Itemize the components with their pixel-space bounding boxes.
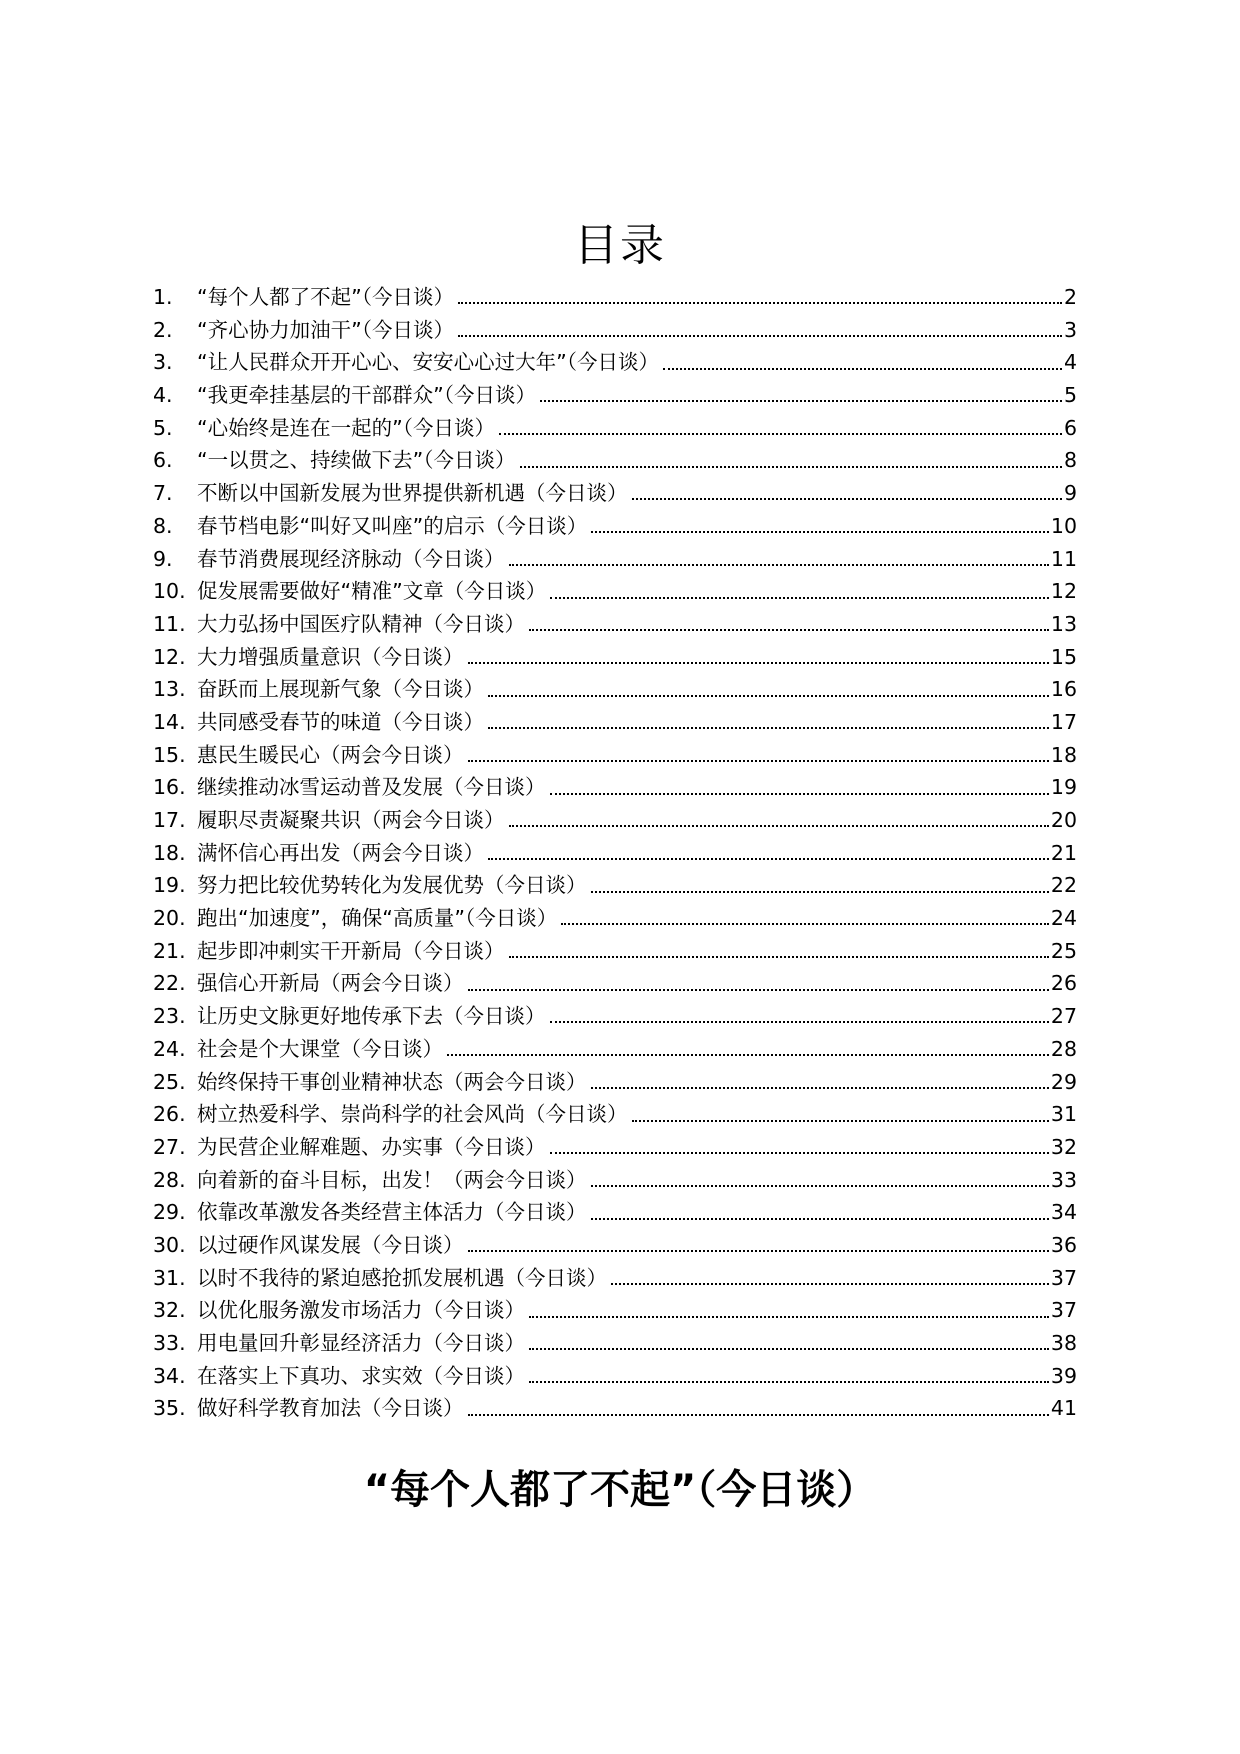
toc-entry-title: 跑出“加速度”，确保“高质量”（今日谈） — [197, 906, 558, 931]
toc-dot-leader — [488, 842, 1049, 864]
toc-entry-page: 5 — [1063, 383, 1077, 408]
toc-entry-number: 23. — [153, 1004, 186, 1029]
toc-dot-leader — [509, 940, 1049, 962]
toc-entry[interactable] — [153, 1164, 1077, 1197]
toc-dot-leader — [591, 875, 1049, 897]
toc-entry-page: 13 — [1050, 611, 1077, 636]
toc-entry[interactable] — [153, 1294, 1077, 1327]
toc-entry-title: 大力弘扬中国医疗队精神（今日谈） — [197, 611, 525, 636]
toc-entry-page: 25 — [1050, 938, 1077, 963]
toc-dot-leader — [529, 1365, 1049, 1387]
toc-entry-page: 21 — [1050, 840, 1077, 865]
toc-entry-page: 27 — [1050, 1004, 1077, 1029]
toc-entry-page: 34 — [1050, 1200, 1077, 1225]
toc-entry[interactable] — [153, 543, 1077, 576]
toc-dot-leader — [488, 679, 1049, 701]
toc-entry-title: “齐心协力加油干”（今日谈） — [197, 317, 454, 342]
toc-entry[interactable] — [153, 935, 1077, 968]
toc-entry-page: 15 — [1050, 644, 1077, 669]
toc-entry-number: 31. — [153, 1265, 186, 1290]
toc-dot-leader — [632, 1104, 1049, 1126]
toc-entry[interactable] — [153, 739, 1077, 772]
toc-entry[interactable] — [153, 1131, 1077, 1164]
toc-entry-number: 35. — [153, 1396, 186, 1421]
toc-entry-title: 以过硬作风谋发展（今日谈） — [197, 1232, 464, 1257]
toc-entry-page: 28 — [1050, 1036, 1077, 1061]
toc-dot-leader — [488, 711, 1049, 733]
toc-entry-title: 大力增强质量意识（今日谈） — [197, 644, 464, 669]
toc-entry-number: 12. — [153, 644, 186, 669]
toc-entry-number: 34. — [153, 1363, 186, 1388]
toc-entry-page: 18 — [1050, 742, 1077, 767]
toc-entry-title: 春节消费展现经济脉动（今日谈） — [197, 546, 505, 571]
toc-entry-title: 满怀信心再出发（两会今日谈） — [197, 840, 484, 865]
toc-dot-leader — [550, 581, 1049, 603]
toc-entry-page: 31 — [1050, 1102, 1077, 1127]
toc-entry-page: 8 — [1063, 448, 1077, 473]
toc-dot-leader — [591, 515, 1049, 537]
toc-entry[interactable] — [153, 1392, 1077, 1425]
toc-entry[interactable] — [153, 346, 1077, 379]
toc-entry-title: 春节档电影“叫好又叫座”的启示（今日谈） — [197, 513, 588, 538]
toc-dot-leader — [529, 1332, 1049, 1354]
toc-entry-number: 10. — [153, 579, 186, 604]
toc-entry-page: 37 — [1050, 1265, 1077, 1290]
toc-dot-leader — [468, 973, 1049, 995]
toc-dot-leader — [458, 319, 1062, 341]
toc-entry[interactable] — [153, 869, 1077, 902]
toc-entry-number: 26. — [153, 1102, 186, 1127]
toc-dot-leader — [591, 1202, 1049, 1224]
toc-entry-number: 18. — [153, 840, 186, 865]
toc-entry-title: 不断以中国新发展为世界提供新机遇（今日谈） — [197, 481, 628, 506]
toc-entry-page: 16 — [1050, 677, 1077, 702]
toc-entry-title: 继续推动冰雪运动普及发展（今日谈） — [197, 775, 546, 800]
toc-entry-title: 惠民生暖民心（两会今日谈） — [197, 742, 464, 767]
toc-entry-number: 16. — [153, 775, 186, 800]
toc-dot-leader — [509, 548, 1049, 570]
toc-entry-page: 38 — [1050, 1331, 1077, 1355]
toc-entry[interactable] — [153, 771, 1077, 804]
toc-entry[interactable] — [153, 1098, 1077, 1131]
toc-entry-number: 2. — [153, 317, 173, 342]
toc-entry-number: 32. — [153, 1298, 186, 1323]
toc-entry-page: 24 — [1050, 906, 1077, 931]
toc-entry[interactable] — [153, 608, 1077, 641]
toc-entry[interactable] — [153, 575, 1077, 608]
toc-entry-number: 8. — [153, 513, 173, 538]
toc-entry-number: 3. — [153, 350, 173, 375]
toc-entry-title: 为民营企业解难题、办实事（今日谈） — [197, 1134, 546, 1159]
toc-entry-number: 4. — [153, 383, 173, 408]
toc-dot-leader — [550, 1136, 1049, 1158]
toc-dot-leader — [447, 1038, 1049, 1060]
toc-entry-title: 让历史文脉更好地传承下去（今日谈） — [197, 1004, 546, 1029]
toc-entry-page: 32 — [1050, 1134, 1077, 1159]
toc-entry-number: 29. — [153, 1200, 186, 1225]
toc-entry-number: 15. — [153, 742, 186, 767]
toc-entry-number: 24. — [153, 1036, 186, 1061]
toc-entry-number: 11. — [153, 611, 186, 636]
toc-entry-page: 29 — [1050, 1069, 1077, 1094]
toc-entry[interactable] — [153, 1000, 1077, 1033]
toc-entry[interactable] — [153, 1327, 1077, 1360]
toc-dot-leader — [468, 744, 1049, 766]
toc-dot-leader — [550, 777, 1049, 799]
toc-entry[interactable] — [153, 1360, 1077, 1393]
toc-dot-leader — [499, 417, 1062, 439]
toc-entry-title: 用电量回升彰显经济活力（今日谈） — [197, 1331, 525, 1355]
toc-entry-title: 社会是个大课堂（今日谈） — [197, 1036, 443, 1061]
toc-entry-number: 9. — [153, 546, 173, 571]
toc-entry[interactable] — [153, 967, 1077, 1000]
toc-entry-title: 起步即冲刺实干开新局（今日谈） — [197, 938, 505, 963]
toc-dot-leader — [632, 482, 1062, 504]
toc-entry-title: 在落实上下真功、求实效（今日谈） — [197, 1363, 525, 1388]
toc-entry-page: 11 — [1050, 546, 1077, 571]
toc-entry-number: 7. — [153, 481, 173, 506]
toc-entry-page: 41 — [1050, 1396, 1077, 1421]
toc-entry[interactable] — [153, 379, 1077, 412]
toc-entry[interactable] — [153, 1066, 1077, 1099]
toc-dot-leader — [561, 907, 1049, 929]
toc-entry[interactable] — [153, 314, 1077, 347]
toc-dot-leader — [468, 646, 1049, 668]
toc-entry[interactable] — [153, 1262, 1077, 1295]
toc-dot-leader — [458, 286, 1062, 308]
toc-entry-page: 39 — [1050, 1363, 1077, 1388]
toc-entry-page: 20 — [1050, 808, 1077, 832]
toc-entry[interactable] — [153, 1033, 1077, 1066]
toc-entry-title: 依靠改革激发各类经营主体活力（今日谈） — [197, 1200, 587, 1225]
toc-entry-title: “让人民群众开开心心、安安心心过大年”（今日谈） — [197, 350, 659, 375]
toc-entry[interactable] — [153, 1196, 1077, 1229]
toc-entry-number: 14. — [153, 709, 186, 734]
toc-entry-number: 22. — [153, 971, 186, 996]
toc-entry-number: 6. — [153, 448, 173, 473]
toc-entry[interactable] — [153, 804, 1077, 837]
toc-entry[interactable] — [153, 902, 1077, 935]
toc-entry-page: 22 — [1050, 873, 1077, 898]
toc-entry-number: 17. — [153, 808, 186, 832]
toc-dot-leader — [468, 1398, 1049, 1420]
toc-entry-page: 36 — [1050, 1232, 1077, 1257]
toc-entry[interactable] — [153, 444, 1077, 477]
toc-entry[interactable] — [153, 673, 1077, 706]
toc-entry-title: “每个人都了不起”（今日谈） — [197, 285, 454, 309]
toc-entry-title: 努力把比较优势转化为发展优势（今日谈） — [197, 873, 587, 898]
toc-entry-title: 强信心开新局（两会今日谈） — [197, 971, 464, 996]
toc-dot-leader — [591, 1071, 1049, 1093]
toc-entry[interactable] — [153, 837, 1077, 870]
toc-entry-title: 以时不我待的紧迫感抢抓发展机遇（今日谈） — [197, 1265, 607, 1290]
toc-entry-number: 30. — [153, 1232, 186, 1257]
toc-entry[interactable] — [153, 412, 1077, 445]
toc-entry-page: 19 — [1050, 775, 1077, 800]
toc-entry-page: 12 — [1050, 579, 1077, 604]
toc-entry-title: 以优化服务激发市场活力（今日谈） — [197, 1298, 525, 1323]
toc-entry[interactable] — [153, 510, 1077, 543]
toc-entry-title: 向着新的奋斗目标，出发！（两会今日谈） — [197, 1167, 587, 1192]
toc-dot-leader — [550, 1005, 1049, 1027]
toc-dot-leader — [591, 1169, 1049, 1191]
toc-dot-leader — [509, 809, 1049, 831]
toc-entry-title: 共同感受春节的味道（今日谈） — [197, 709, 484, 734]
toc-entry-number: 13. — [153, 677, 186, 702]
toc-entry-page: 33 — [1050, 1167, 1077, 1192]
toc-entry-number: 27. — [153, 1134, 186, 1159]
toc-entry-page: 26 — [1050, 971, 1077, 996]
toc-entry-page: 6 — [1063, 415, 1077, 440]
toc-dot-leader — [468, 1234, 1049, 1256]
toc-entry-page: 3 — [1063, 317, 1077, 342]
toc-dot-leader — [529, 1300, 1049, 1322]
toc-entry-number: 25. — [153, 1069, 186, 1094]
toc-entry[interactable] — [153, 641, 1077, 674]
toc-entry-title: 树立热爱科学、崇尚科学的社会风尚（今日谈） — [197, 1102, 628, 1127]
toc-list — [153, 281, 1077, 1425]
toc-entry-title: 履职尽责凝聚共识（两会今日谈） — [197, 808, 505, 832]
toc-dot-leader — [529, 613, 1049, 635]
toc-entry-page: 10 — [1050, 513, 1077, 538]
toc-dot-leader — [520, 450, 1062, 472]
toc-entry-title: “我更牵挂基层的干部群众”（今日谈） — [197, 383, 536, 408]
toc-entry[interactable] — [153, 1229, 1077, 1262]
toc-entry-number: 33. — [153, 1331, 186, 1355]
toc-entry-title: 做好科学教育加法（今日谈） — [197, 1396, 464, 1421]
toc-entry-page: 37 — [1050, 1298, 1077, 1323]
article-title: “每个人都了不起”（今日谈） — [363, 1467, 877, 1513]
toc-entry-title: 促发展需要做好“精准”文章（今日谈） — [197, 579, 547, 604]
toc-entry-title: 奋跃而上展现新气象（今日谈） — [197, 677, 484, 702]
toc-entry-page: 17 — [1050, 709, 1077, 734]
toc-entry-page: 4 — [1063, 350, 1077, 375]
toc-dot-leader — [663, 352, 1062, 374]
toc-dot-leader — [611, 1267, 1049, 1289]
toc-entry[interactable] — [153, 281, 1077, 314]
toc-entry-number: 20. — [153, 906, 186, 931]
toc-title: 目录 — [574, 220, 666, 271]
toc-entry-page: 2 — [1063, 285, 1077, 309]
toc-entry-number: 19. — [153, 873, 186, 898]
toc-entry-number: 28. — [153, 1167, 186, 1192]
toc-dot-leader — [540, 384, 1062, 406]
toc-entry-number: 5. — [153, 415, 173, 440]
toc-entry-title: “一以贯之、持续做下去”（今日谈） — [197, 448, 516, 473]
toc-entry-title: 始终保持干事创业精神状态（两会今日谈） — [197, 1069, 587, 1094]
toc-entry-number: 1. — [153, 285, 173, 309]
toc-entry-page: 9 — [1063, 481, 1077, 506]
toc-entry-number: 21. — [153, 938, 186, 963]
toc-entry[interactable] — [153, 477, 1077, 510]
toc-entry[interactable] — [153, 706, 1077, 739]
toc-entry-title: “心始终是连在一起的”（今日谈） — [197, 415, 495, 440]
